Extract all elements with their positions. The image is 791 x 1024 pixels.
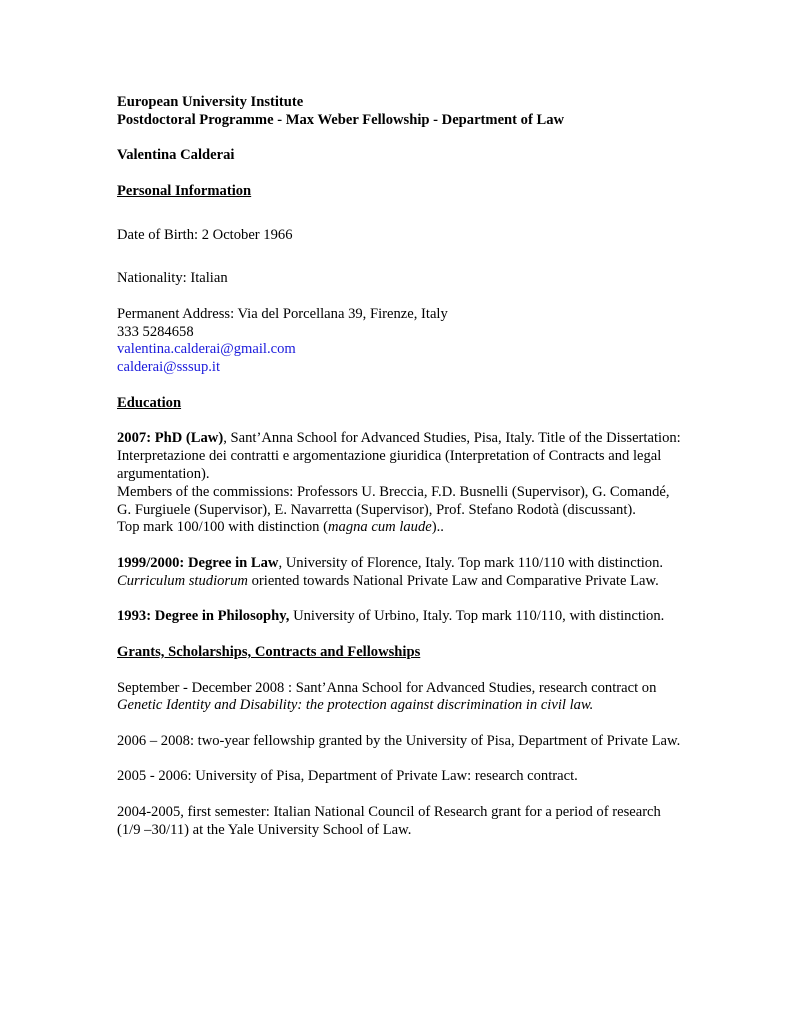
law-text-b: oriented towards National Private Law and Comparative Private Law.	[247, 572, 659, 589]
grant-item: 2005 - 2006: University of Pisa, Department of Private Law: research contract.	[117, 768, 578, 785]
nationality: Nationality: Italian	[117, 270, 228, 287]
grant-item: 2006 – 2008: two-year fellowship granted by the University of Pisa, Department of Private Law.	[117, 732, 681, 749]
cv-document	[117, 94, 687, 840]
email-link-gmail[interactable]: valentina.calderai@gmail.com	[117, 341, 296, 358]
phd-commission: Members of the commissions: Professors U. Breccia, F.D. Busnelli (Supervisor), G. Comandé, G. Furgiuele (Supervisor), E. Navarretta (Supervisor), Prof. Stefano Rodotà (discussant).	[117, 483, 670, 518]
phd-mark-latin: magna cum laude	[327, 519, 432, 536]
phd-title: 2007: PhD (Law)	[117, 430, 224, 447]
law-title: 1999/2000: Degree in Law	[117, 554, 279, 571]
email-link-sssup[interactable]: calderai@sssup.it	[117, 359, 221, 376]
education-heading: Education	[117, 394, 182, 411]
phd-mark-end: )..	[431, 519, 444, 536]
philosophy-title: 1993: Degree in Philosophy,	[117, 608, 290, 625]
law-text-a: , University of Florence, Italy. Top mark 110/110 with distinction.	[278, 554, 664, 571]
phd-mark-text: Top mark 100/100 with distinction (	[117, 519, 328, 536]
education-phd	[117, 430, 687, 483]
philosophy-text: University of Urbino, Italy. Top mark 110/110, with distinction.	[289, 608, 665, 625]
date-of-birth: Date of Birth: 2 October 1966	[117, 226, 293, 243]
grant-item	[117, 680, 687, 716]
candidate-name: Valentina Calderai	[117, 147, 235, 164]
institution-heading: European University Institute	[117, 94, 304, 110]
grant-1-title: Genetic Identity and Disability: the protection against discrimination in civil law.	[117, 697, 594, 714]
phd-mark	[117, 519, 687, 537]
phd-description: , Sant’Anna School for Advanced Studies, Pisa, Italy. Title of the Dissertation: Interpretazione dei contratti e argomentazione giuridica (Interpretation of Contracts and legal argumentation).	[117, 430, 681, 482]
personal-info-heading: Personal Information	[117, 182, 252, 199]
phone-number: 333 5284658	[117, 323, 194, 340]
education-law-degree	[117, 555, 687, 591]
grants-heading: Grants, Scholarships, Contracts and Fellowships	[117, 643, 421, 660]
law-text-curriculum: Curriculum studiorum	[117, 572, 248, 589]
grant-1-text: September - December 2008 : Sant’Anna School for Advanced Studies, research contract on	[117, 679, 657, 696]
permanent-address: Permanent Address: Via del Porcellana 39, Firenze, Italy	[117, 305, 448, 322]
programme-heading: Postdoctoral Programme - Max Weber Fellowship - Department of Law	[117, 111, 565, 128]
education-philosophy-degree	[117, 608, 687, 626]
grant-item: 2004-2005, first semester: Italian National Council of Research grant for a period of research (1/9 –30/11) at the Yale University School of Law.	[117, 804, 661, 838]
